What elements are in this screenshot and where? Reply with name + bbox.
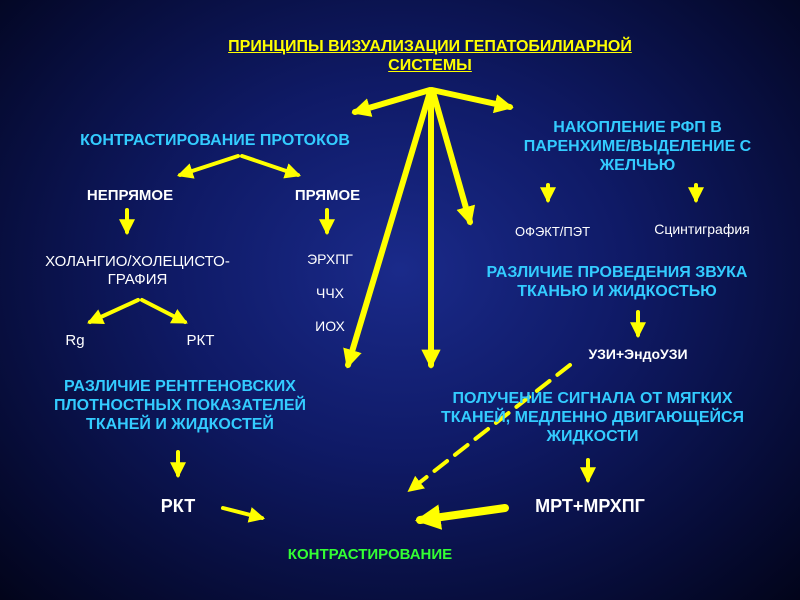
title [120,37,740,75]
uzi-label: УЗИ+ЭндоУЗИ [588,346,688,362]
direct-label: ПРЯМОЕ [294,187,361,204]
rfp-line-2: ПАРЕНХИМЕ/ВЫДЕЛЕНИЕ С [523,138,752,156]
rkt-big-label: РКТ [160,496,196,516]
sound-line-2: ТКАНЬЮ И ЖИДКОСТЬЮ [517,283,717,301]
sound-line-1: РАЗЛИЧИЕ ПРОВЕДЕНИЯ ЗВУКА [486,264,748,281]
arrow-title-to-contrast [355,90,430,112]
mri-signal-line-2: ТКАНЕЙ, МЕДЛЕННО ДВИГАЮЩЕЙСЯ [440,409,745,427]
xray-line-3: ТКАНЕЙ И ЖИДКОСТЕЙ [86,416,274,434]
mri-signal-line-3: ЖИДКОСТИ [546,428,639,446]
chch-label: ЧЧХ [316,285,344,301]
cholangio-line-2: ГРАФИЯ [107,271,168,288]
indirect-label: НЕПРЯМОЕ [86,187,174,204]
mrt-label: МРТ+МРХПГ [535,496,645,516]
rfp-heading [495,118,780,176]
mri-signal-heading [395,389,790,447]
scint-label: Сцинтиграфия [654,221,750,237]
mri-signal-line-1: ПОЛУЧЕНИЕ СИГНАЛА ОТ МЯГКИХ [452,390,733,407]
xray-heading [15,377,345,435]
arrow-mrt-to-contrasting [420,508,505,520]
arrow-contrast-to-indirect [180,156,238,175]
erhpg-label: ЭРХПГ [307,251,353,267]
cholangio-line-1: ХОЛАНГИО/ХОЛЕЦИСТО- [45,253,230,270]
arrow-cholangio-to-rg [90,300,138,322]
rg-label: Rg [65,332,85,349]
ioh-label: ИОХ [315,318,345,334]
arrow-title-to-rfp [432,90,510,107]
arrow-rkt-to-contrasting [223,508,262,518]
xray-line-2: ПЛОТНОСТНЫХ ПОКАЗАТЕЛЕЙ [53,397,307,415]
sound-heading [452,263,782,301]
title-line-2: СИСТЕМЫ [388,57,472,75]
arrow-title-to-sound [433,92,470,222]
title-line-1: ПРИНЦИПЫ ВИЗУАЛИЗАЦИИ ГЕПАТОБИЛИАРНОЙ [228,38,632,55]
contrasting-label: КОНТРАСТИРОВАНИЕ [287,546,453,563]
rkt-small-label: РКТ [186,332,215,349]
xray-line-1: РАЗЛИЧИЕ РЕНТГЕНОВСКИХ [64,378,296,395]
contrast-ducts-heading: КОНТРАСТИРОВАНИЕ ПРОТОКОВ [80,132,350,149]
arrow-contrast-to-direct [242,156,298,175]
rfp-line-3: ЖЕЛЧЬЮ [599,157,676,175]
cholangio-label [15,253,260,289]
ofekt-label: ОФЭКТ/ПЭТ [514,224,591,239]
rfp-line-1: НАКОПЛЕНИЕ РФП В [553,119,722,136]
arrow-cholangio-to-rkt [142,300,185,322]
